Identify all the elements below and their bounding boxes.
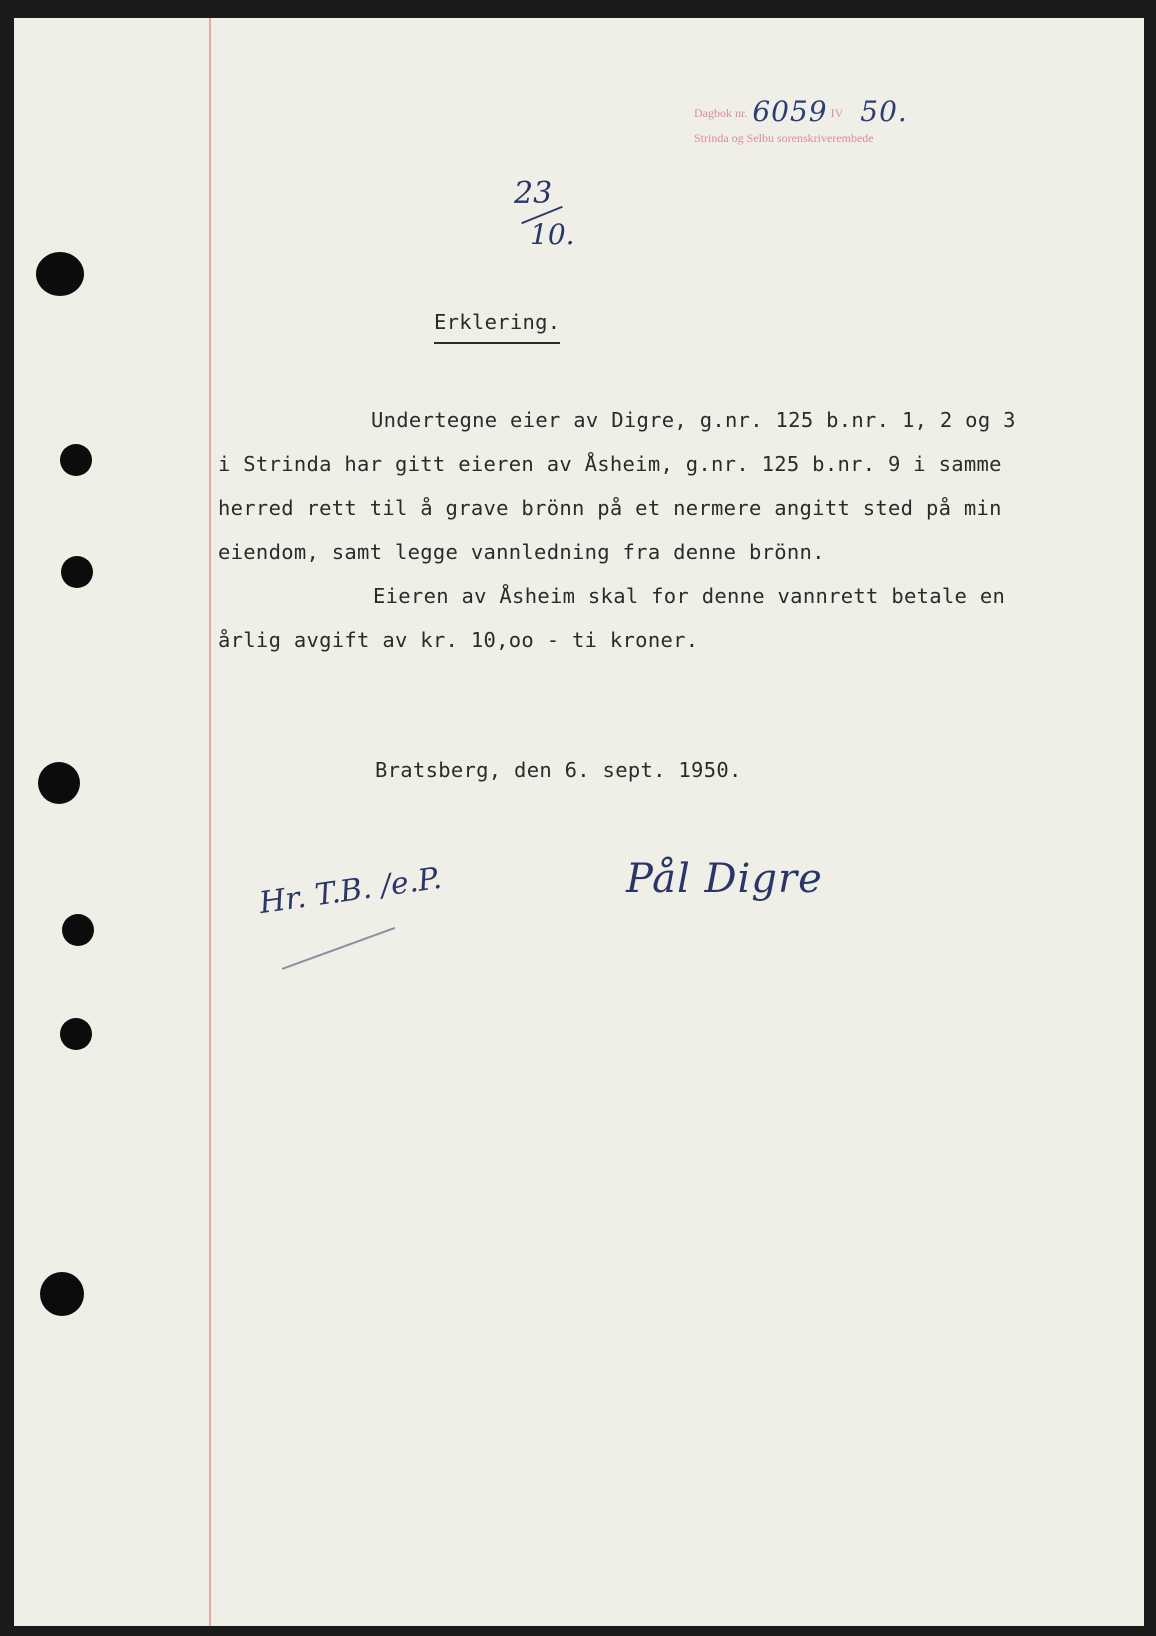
body-line: eiendom, samt legge vannledning fra denne brönn. <box>218 540 825 564</box>
stamp-office: Strinda og Selbu sorenskriverembede <box>694 131 874 146</box>
body-line: Undertegne eier av Digre, g.nr. 125 b.nr. 1, 2 og 3 <box>371 408 1016 432</box>
document-page <box>14 18 1144 1626</box>
date-annotation-day: 23 <box>514 176 553 211</box>
place-date: Bratsberg, den 6. sept. 1950. <box>375 758 742 782</box>
punch-hole <box>61 556 93 588</box>
body-line: i Strinda har gitt eieren av Åsheim, g.nr. 125 b.nr. 9 i samme <box>218 452 1002 476</box>
date-annotation <box>514 176 574 266</box>
punch-hole <box>40 1272 84 1316</box>
body-line: årlig avgift av kr. 10,oo - ti kroner. <box>218 628 699 652</box>
stamp-label: Dagbok nr. <box>694 106 748 120</box>
punch-hole <box>38 762 80 804</box>
stamp-year: 50. <box>860 95 908 128</box>
signature: Pål Digre <box>626 856 823 902</box>
body-line: herred rett til å grave brönn på et nermere angitt sted på min <box>218 496 1002 520</box>
stamp-number: 6059 <box>752 95 828 128</box>
document-heading: Erklering. <box>434 310 560 344</box>
margin-line <box>209 18 211 1626</box>
registry-stamp <box>694 96 908 146</box>
punch-hole <box>36 252 84 296</box>
pen-stroke <box>282 927 395 969</box>
stamp-suffix: IV <box>830 106 844 120</box>
date-annotation-month: 10. <box>530 218 575 251</box>
punch-hole <box>62 914 94 946</box>
clerk-initials: Hr. T.B. /e.P. <box>257 860 444 921</box>
body-line: Eieren av Åsheim skal for denne vannrett betale en <box>373 584 1006 608</box>
punch-hole <box>60 444 92 476</box>
punch-hole <box>60 1018 92 1050</box>
